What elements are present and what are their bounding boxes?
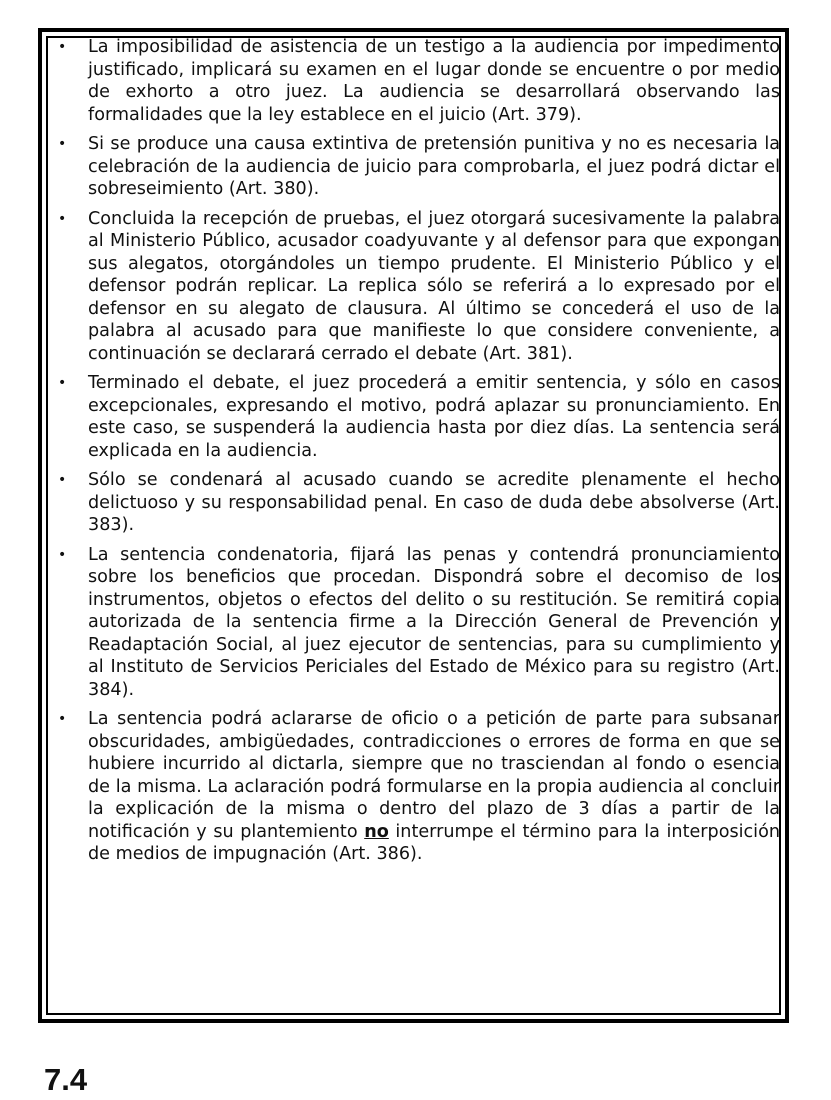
list-item-art-386 xyxy=(56,708,780,866)
list-item-text: Sólo se condenará al acusado cuando se acredite plenamente el hecho delictuoso y su responsabilidad penal. En caso de duda debe absolverse (Art. 383). xyxy=(88,470,780,535)
list-item-text: Concluida la recepción de pruebas, el juez otorgará sucesivamente la palabra al Ministerio Público, acusador coadyuvante y al defensor para que expongan sus alegatos, otorgándoles un tiempo prudente. El Ministerio Público y el defensor podrán replicar. La replica sólo se referirá a lo expresado por el defensor en su alegato de clausura. Al último se concederá el uso de la palabra al acusado para que manifieste lo que considere conveniente, a continuación se declarará cerrado el debate (Art. 381). xyxy=(88,208,780,364)
list-item-text: Terminado el debate, el juez procederá a emitir sentencia, y sólo en casos excepcionales, expresando el motivo, podrá aplazar su pronunciamiento. En este caso, se suspenderá la audiencia hasta por diez días. La sentencia será explicada en la audiencia. xyxy=(88,373,780,461)
bullet-icon: • xyxy=(58,136,67,152)
page-number: 7.4 xyxy=(44,1062,88,1097)
list-item-text-after: interrumpe el término para la interposición de medios de impugnación (Art. 386). xyxy=(88,821,780,864)
list-item-sentencing xyxy=(56,372,780,462)
list-item-text: La sentencia condenatoria, fijará las penas y contendrá pronunciamiento sobre los beneficios que procedan. Dispondrá sobre el decomiso de los instrumentos, objetos o efectos del delito o su restitución. Se remitirá copia autorizada de la sentencia firme a la Dirección General de Prevención y Readaptación Social, al juez ejecutor de sentencias, para su cumplimiento y al Instituto de Servicios Periciales del Estado de México para su registro (Art. 384). xyxy=(88,544,780,700)
bullet-icon: • xyxy=(58,546,67,563)
list-item-text: La imposibilidad de asistencia de un testigo a la audiencia por impedimento justificado, implicará su examen en el lugar donde se encuentre o por medio de exhorto a otro juez. La audiencia se desarrollará observando las formalidades que la ley establece en el juicio (Art. 379). xyxy=(88,37,780,125)
emphasis-no: no xyxy=(364,821,389,842)
list-item-art-379 xyxy=(56,36,780,126)
bullet-list xyxy=(56,36,780,866)
list-item-text: Si se produce una causa extintiva de pretensión punitiva y no es necesaria la celebración de la audiencia de juicio para comprobarla, el juez podrá dictar el sobreseimiento (Art. 380). xyxy=(88,134,780,199)
list-item-art-380 xyxy=(56,133,780,201)
bullet-icon: • xyxy=(58,210,67,227)
bullet-icon: • xyxy=(58,472,67,488)
document-body xyxy=(56,36,780,873)
bullet-icon: • xyxy=(58,711,67,727)
bullet-icon: • xyxy=(58,375,67,391)
bullet-icon: • xyxy=(58,39,67,55)
list-item-art-384 xyxy=(56,544,780,702)
list-item-text-before: La sentencia podrá aclararse de oficio o a petición de parte para subsanar obscuridades, ambigüedades, contradicciones o errores de forma en que se hubiere incurrido al dictarla, siempre que no trasciendan al fondo o esencia de la misma. La aclaración podrá formularse en la propia audiencia al concluir la explicación de la misma o dentro del plazo de 3 días a partir de la notificación y su plantemiento xyxy=(88,709,780,842)
list-item-art-383 xyxy=(56,469,780,537)
list-item-art-381 xyxy=(56,208,780,366)
